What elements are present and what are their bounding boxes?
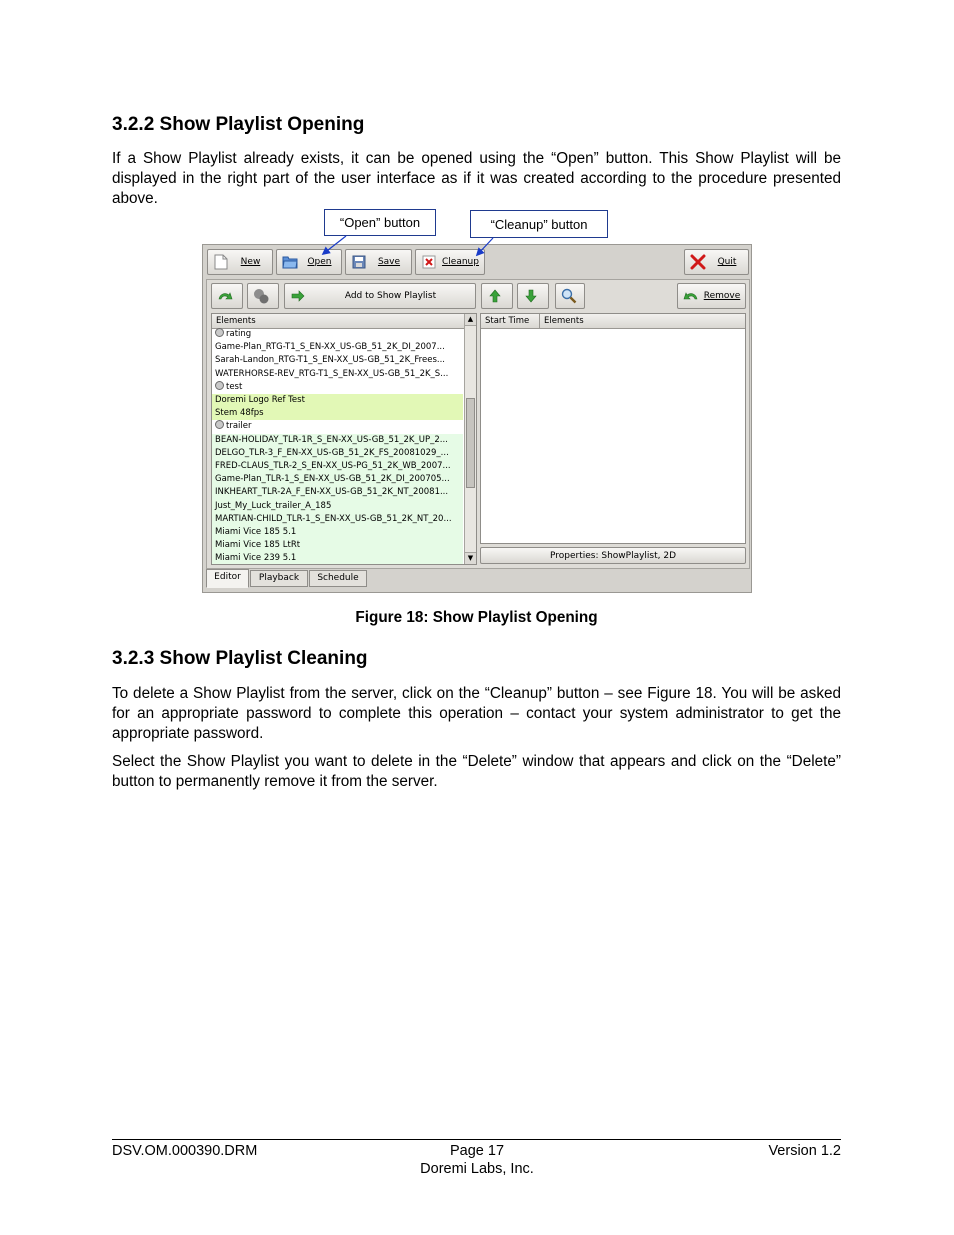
list-item-label: Miami Vice 185 LtRt (215, 540, 301, 551)
properties-label: Properties: ShowPlaylist, 2D (549, 550, 677, 561)
scroll-down-arrow-icon[interactable]: ▼ (465, 552, 476, 564)
list-item-label: WATERHORSE-REV_RTG-T1_S_EN-XX_US-GB_51_2K_S... (215, 368, 449, 379)
start-time-column-header[interactable]: Start Time (481, 314, 539, 329)
section-heading-cleaning: 3.2.3 Show Playlist Cleaning (112, 648, 368, 669)
add-to-show-playlist-label: Add to Show Playlist (344, 291, 437, 301)
footer-page: Page 17 (449, 1143, 505, 1159)
open-button-callout: “Open” button (324, 209, 436, 236)
list-item-label: Sarah-Landon_RTG-T1_S_EN-XX_US-GB_51_2K_Frees... (215, 355, 445, 366)
tab-schedule[interactable]: Schedule (309, 570, 367, 587)
figure-caption: Figure 18: Show Playlist Opening (355, 609, 598, 626)
list-item-label: FRED-CLAUS_TLR-2_S_EN-XX_US-PG_51_2K_WB_2007... (215, 461, 451, 471)
scroll-up-arrow-icon[interactable]: ▲ (465, 314, 476, 326)
list-item-label: MARTIAN-CHILD_TLR-1_S_EN-XX_US-GB_51_2K_NT_20... (215, 513, 452, 524)
list-item-label: INKHEART_TLR-2A_F_EN-XX_US-GB_51_2K_NT_20081... (215, 487, 449, 498)
elements-column-header[interactable]: Elements (212, 314, 464, 329)
list-item-label: test (226, 381, 243, 392)
section-heading-opening: 3.2.2 Show Playlist Opening (112, 114, 365, 135)
list-item-label: Miami Vice 239 5.1 (215, 553, 297, 564)
cleaning-paragraph-2: Select the Show Playlist you want to delete in the “Delete” window that appears and click on the “Delete” button to permanently remove it from the server. (112, 753, 841, 790)
list-item-label: Stem 48fps (215, 408, 264, 419)
new-button-label: New (240, 257, 261, 267)
list-item-label: DELGO_TLR-3_F_EN-XX_US-GB_51_2K_FS_20081029_... (215, 447, 449, 458)
list-item-label: BEAN-HOLIDAY_TLR-1R_S_EN-XX_US-GB_51_2K_UP_2... (215, 434, 448, 445)
open-callout-arrow (323, 236, 346, 254)
tab-playback[interactable]: Playback (250, 570, 308, 587)
list-item-label: rating (226, 329, 252, 339)
footer-company: Doremi Labs, Inc. (420, 1161, 534, 1177)
list-item-label: Doremi Logo Ref Test (215, 395, 305, 405)
footer-doc-id: DSV.OM.000390.DRM (112, 1143, 258, 1159)
elements-column-header-right[interactable]: Elements (539, 314, 745, 329)
list-item-label: Game-Plan_TLR-1_S_EN-XX_US-GB_51_2K_DI_200705... (215, 474, 450, 485)
list-item-label: trailer (226, 421, 252, 432)
quit-button-label: Quit (717, 257, 737, 267)
footer-version: Version 1.2 (768, 1143, 841, 1159)
list-item-label: Game-Plan_RTG-T1_S_EN-XX_US-GB_51_2K_DI_2007... (215, 342, 445, 353)
footer-rule (112, 1139, 841, 1140)
list-item-label: Miami Vice 185 5.1 (215, 527, 297, 537)
save-button-label: Save (377, 257, 401, 267)
cleanup-button-label: Cleanup (442, 257, 479, 267)
tab-editor[interactable]: Editor (206, 569, 249, 588)
cleanup-button-callout: “Cleanup” button (470, 210, 608, 238)
remove-button-label: Remove (703, 291, 741, 301)
list-item-label: Just_My_Luck_trailer_A_185 (215, 500, 332, 511)
open-button-label: Open (307, 257, 332, 267)
cleanup-callout-arrow (477, 238, 493, 255)
opening-paragraph: If a Show Playlist already exists, it can be opened using the “Open” button. This Show Playlist will be displayed in the right part of the user interface as if it was created according to the procedure presented above. (112, 150, 841, 207)
cleaning-paragraph-1: To delete a Show Playlist from the server, click on the “Cleanup” button – see Figure 18. You will be asked for an appropriate password to complete this operation – contact your system administrator to get the appropriate password. (112, 685, 841, 742)
